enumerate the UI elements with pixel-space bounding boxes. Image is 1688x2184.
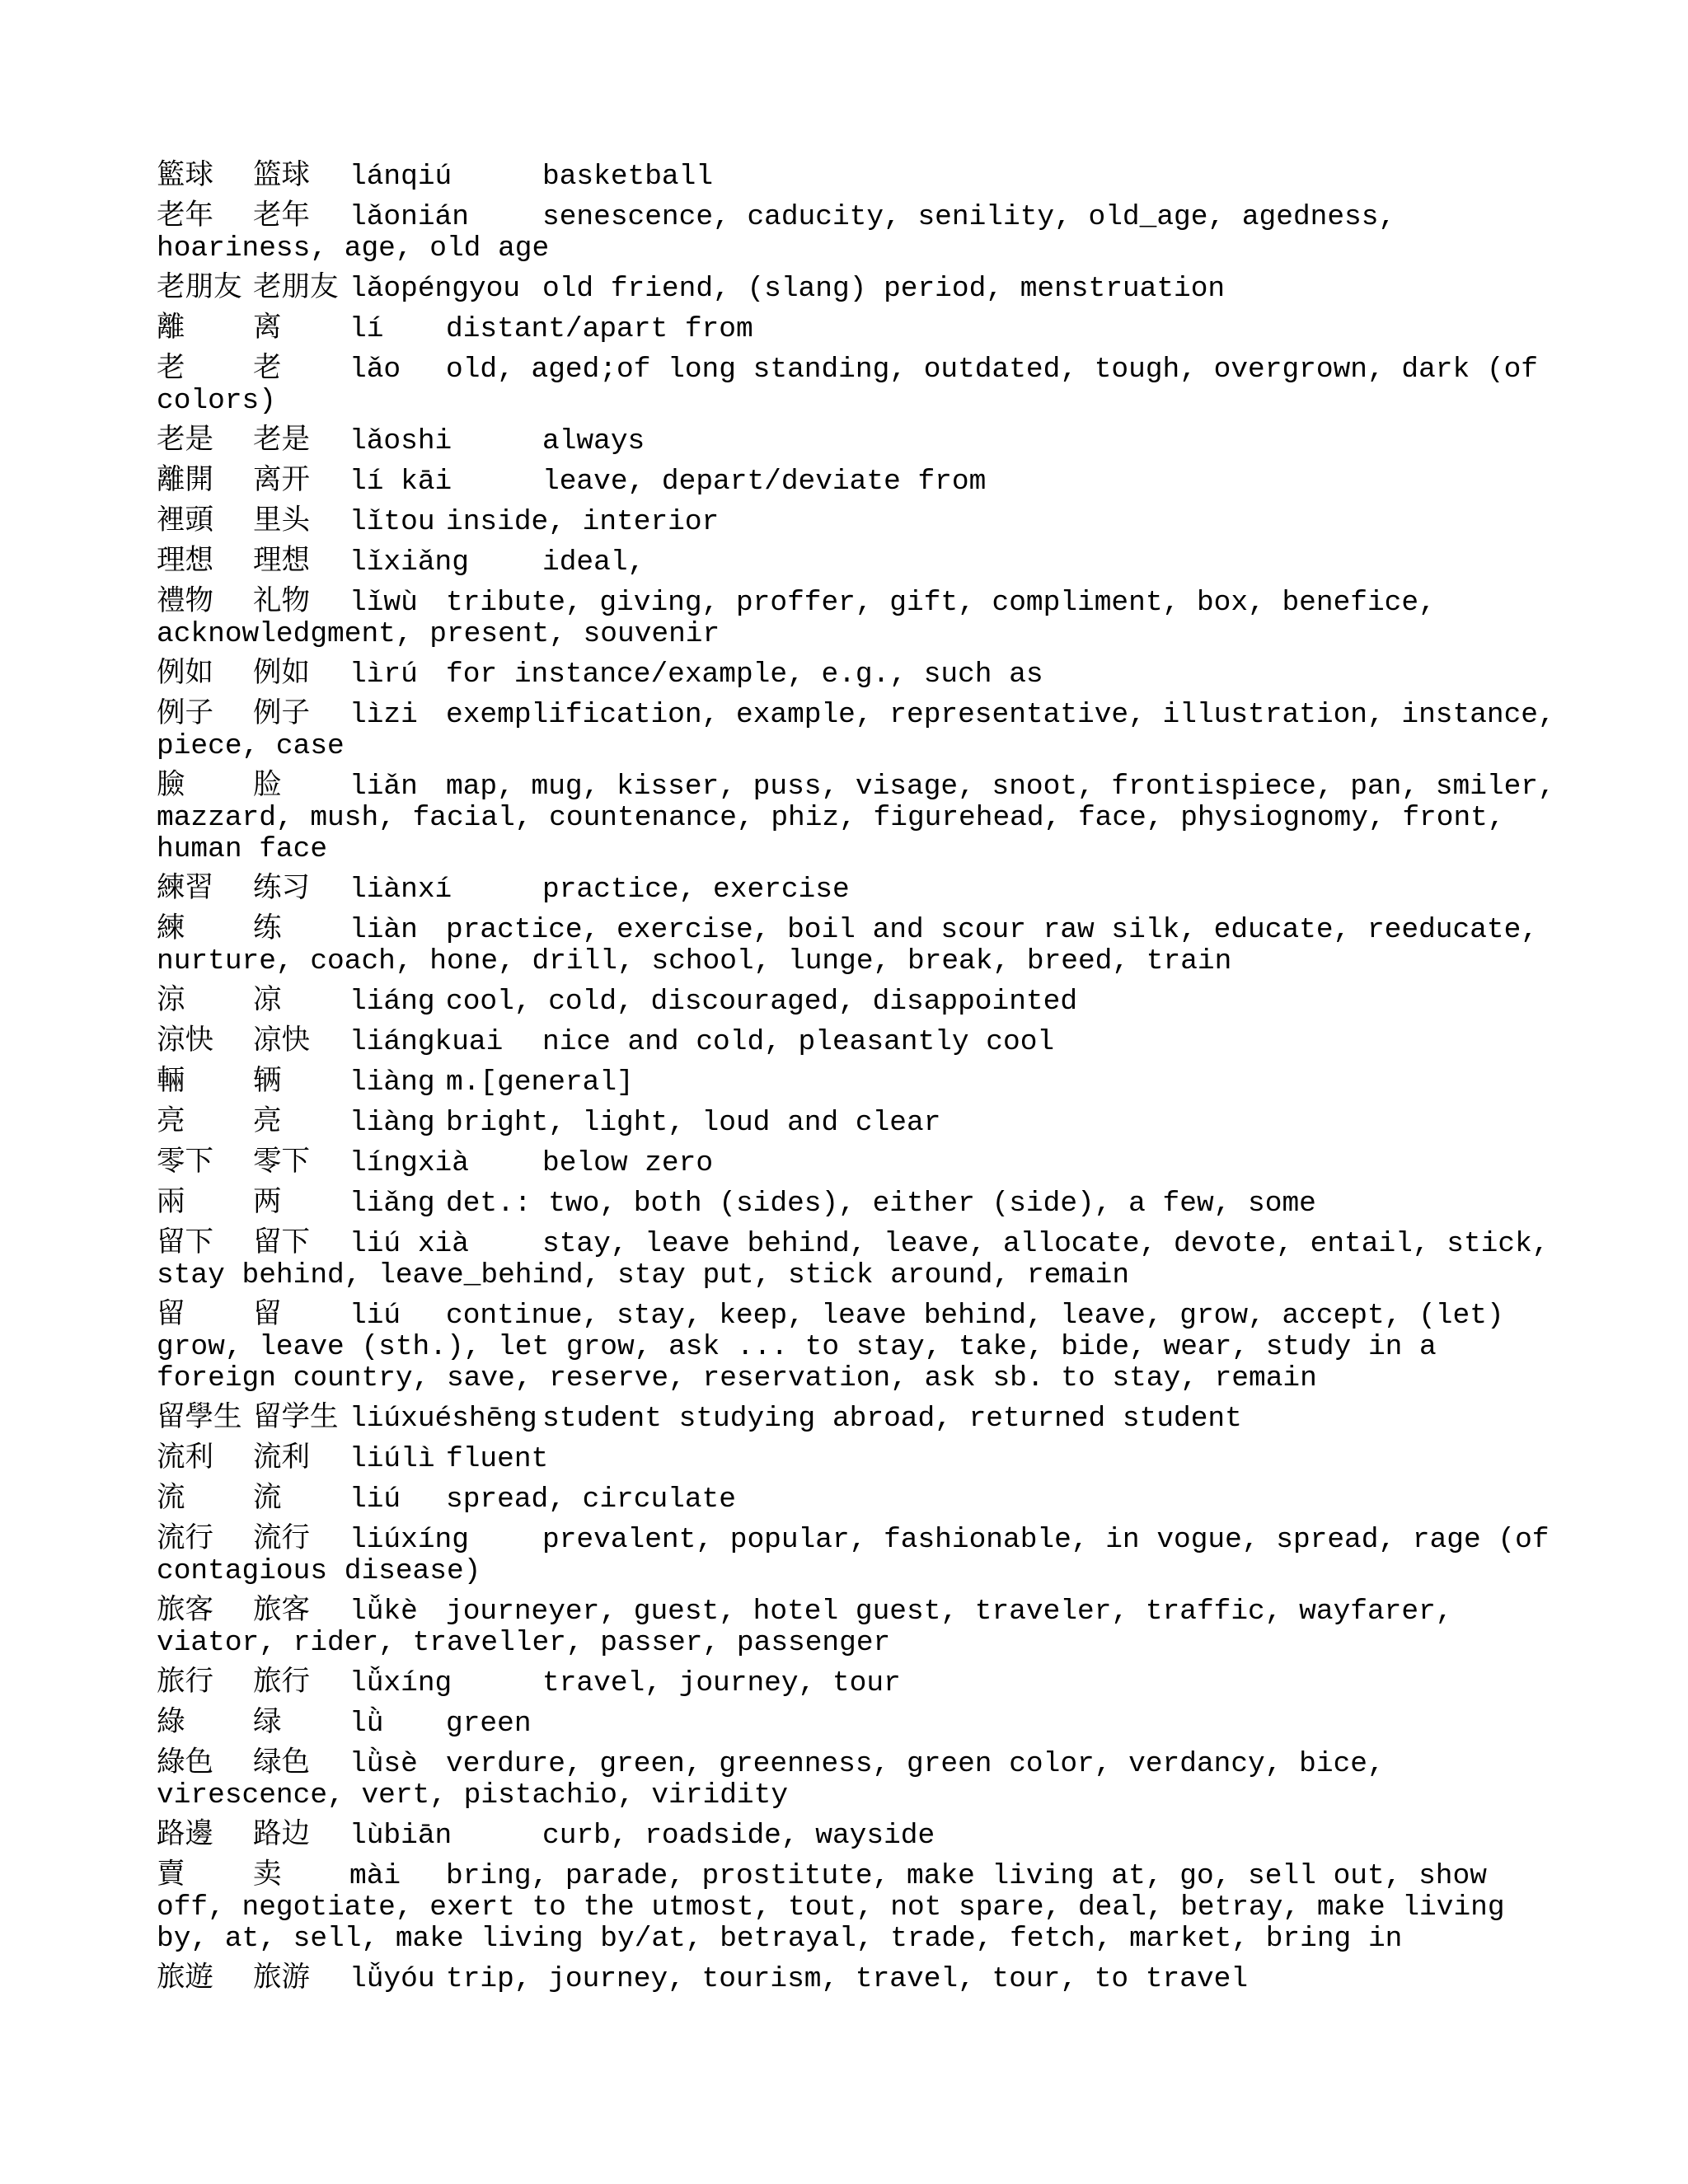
entry-definition: nice and cold, pleasantly cool [542, 1026, 1055, 1058]
vocab-entry [157, 1749, 1558, 1811]
entry-definition: m.[general] [446, 1066, 634, 1099]
entry-pinyin: liú [349, 1483, 401, 1516]
vocab-entry [157, 1027, 1558, 1058]
entry-simplified: 绿 [253, 1708, 282, 1740]
entry-definition: practice, exercise [542, 874, 850, 906]
entry-definition: fluent [446, 1443, 549, 1475]
entry-traditional: 零下 [157, 1147, 213, 1179]
entry-simplified: 理想 [253, 546, 310, 579]
entry-pinyin: lǚkè [349, 1596, 418, 1628]
entry-pinyin: liúxíng [349, 1524, 469, 1556]
entry-pinyin: lánqiú [349, 161, 452, 193]
entry-pinyin: liàn [349, 914, 418, 946]
vocab-entry [157, 162, 1558, 193]
entry-traditional: 綠 [157, 1708, 185, 1740]
entry-pinyin: mài [349, 1860, 401, 1892]
entry-pinyin: liáng [349, 986, 435, 1018]
entry-pinyin: lǐxiǎng [349, 546, 469, 579]
entry-traditional: 賣 [157, 1860, 185, 1892]
entry-pinyin: lǜsè [349, 1748, 418, 1780]
entry-simplified: 留 [253, 1300, 282, 1332]
entry-simplified: 脸 [253, 771, 282, 803]
entry-traditional: 留學生 [157, 1403, 242, 1435]
entry-definition: curb, roadside, wayside [542, 1820, 935, 1852]
entry-simplified: 练 [253, 914, 282, 946]
vocab-entry [157, 1861, 1558, 1955]
entry-definition: old friend, (slang) period, menstruation [542, 273, 1226, 305]
entry-simplified: 两 [253, 1188, 282, 1220]
entry-traditional: 流 [157, 1483, 185, 1516]
entry-traditional: 離開 [157, 466, 213, 498]
entry-definition: journeyer, guest, hotel guest, traveler, traffic, wayfarer, viator, rider, traveller, passer, passenger [157, 1596, 1470, 1659]
entry-simplified: 留下 [253, 1228, 310, 1260]
entry-pinyin: liǎn [349, 771, 418, 803]
vocab-entry [157, 1067, 1558, 1099]
vocab-entry [157, 426, 1558, 457]
entry-definition: bring, parade, prostitute, make living at, go, sell out, show off, negotiate, exert to the utmost, tout, not spare, deal, betray, make living by, at, sell, make living by/at, betrayal, trade, fetch, market, bring in [157, 1860, 1522, 1955]
entry-simplified: 旅客 [253, 1596, 310, 1628]
entry-traditional: 練 [157, 914, 185, 946]
entry-definition: verdure, green, greenness, green color, verdancy, bice, virescence, vert, pistachio, viridity [157, 1748, 1402, 1811]
entry-traditional: 老年 [157, 201, 213, 233]
entry-simplified: 老 [253, 354, 282, 386]
entry-traditional: 旅客 [157, 1596, 213, 1628]
entry-pinyin: liànxí [349, 874, 452, 906]
entry-definition: inside, interior [446, 506, 720, 538]
vocab-entry [157, 466, 1558, 498]
entry-pinyin: lǜ [349, 1708, 384, 1740]
entry-simplified: 凉快 [253, 1026, 310, 1058]
entry-simplified: 留学生 [253, 1403, 339, 1435]
vocab-entry [157, 1444, 1558, 1475]
entry-traditional: 亮 [157, 1107, 185, 1139]
entry-pinyin: liángkuai [349, 1026, 504, 1058]
entry-traditional: 老是 [157, 425, 213, 457]
vocab-entry [157, 771, 1573, 865]
entry-simplified: 亮 [253, 1107, 282, 1139]
entry-definition: basketball [542, 161, 714, 193]
vocab-entry [157, 1596, 1558, 1659]
entry-traditional: 理想 [157, 546, 213, 579]
entry-traditional: 禮物 [157, 587, 213, 619]
vocab-entry [157, 1821, 1558, 1852]
entry-pinyin: liǎng [349, 1188, 435, 1220]
entry-traditional: 留下 [157, 1228, 213, 1260]
vocab-entry [157, 507, 1558, 538]
entry-definition: exemplification, example, representative, illustration, instance, piece, case [157, 699, 1573, 762]
entry-traditional: 旅行 [157, 1667, 213, 1699]
entry-pinyin: liàng [349, 1066, 435, 1099]
vocab-entry [157, 915, 1558, 977]
entry-simplified: 老年 [253, 201, 310, 233]
entry-pinyin: liú [349, 1300, 401, 1332]
entry-traditional: 路邊 [157, 1820, 213, 1852]
entry-simplified: 篮球 [253, 161, 310, 193]
entry-definition: det.: two, both (sides), either (side), a few, some [446, 1188, 1316, 1220]
entry-simplified: 路边 [253, 1820, 310, 1852]
vocab-entry [157, 874, 1558, 906]
entry-traditional: 輛 [157, 1066, 185, 1099]
entry-traditional: 離 [157, 313, 185, 345]
entry-pinyin: liàng [349, 1107, 435, 1139]
entry-simplified: 老朋友 [253, 273, 339, 305]
entry-traditional: 裡頭 [157, 506, 213, 538]
entry-simplified: 绿色 [253, 1748, 310, 1780]
entry-definition: spread, circulate [446, 1483, 736, 1516]
entry-simplified: 老是 [253, 425, 310, 457]
vocab-entry [157, 202, 1558, 265]
entry-pinyin: liúlì [349, 1443, 435, 1475]
entry-traditional: 留 [157, 1300, 185, 1332]
entry-definition: leave, depart/deviate from [542, 466, 987, 498]
vocabulary-list [157, 161, 1573, 2004]
entry-simplified: 离 [253, 313, 282, 345]
entry-definition: stay, leave behind, leave, allocate, devote, entail, stick, stay behind, leave_behind, stay put, stick around, remain [157, 1228, 1567, 1291]
entry-simplified: 练习 [253, 874, 310, 906]
entry-traditional: 老 [157, 354, 185, 386]
vocab-entry [157, 987, 1558, 1018]
entry-traditional: 流利 [157, 1443, 213, 1475]
entry-definition: student studying abroad, returned student [542, 1403, 1242, 1435]
entry-pinyin: lìrú [349, 658, 418, 691]
entry-simplified: 旅行 [253, 1667, 310, 1699]
vocab-entry [157, 1484, 1558, 1516]
entry-definition: ideal, [542, 546, 645, 579]
entry-traditional: 練習 [157, 874, 213, 906]
entry-simplified: 流行 [253, 1524, 310, 1556]
entry-simplified: 例如 [253, 658, 310, 691]
vocab-entry [157, 1148, 1558, 1179]
entry-simplified: 卖 [253, 1860, 282, 1892]
entry-pinyin: lǎonián [349, 201, 469, 233]
vocab-entry [157, 1404, 1558, 1435]
entry-pinyin: lǚyóu [349, 1963, 435, 1995]
entry-pinyin: lǐtou [349, 506, 435, 538]
entry-pinyin: lí [349, 313, 384, 345]
entry-definition: cool, cold, discouraged, disappointed [446, 986, 1078, 1018]
entry-pinyin: lǎopéngyou [349, 273, 521, 305]
entry-definition: old, aged;of long standing, outdated, tough, overgrown, dark (of colors) [157, 354, 1555, 417]
vocab-entry [157, 659, 1558, 691]
entry-traditional: 籃球 [157, 161, 213, 193]
entry-simplified: 里头 [253, 506, 310, 538]
vocab-entry [157, 1524, 1567, 1587]
entry-pinyin: lǚxíng [349, 1667, 452, 1699]
entry-simplified: 礼物 [253, 587, 310, 619]
entry-traditional: 涼 [157, 986, 185, 1018]
entry-definition: green [446, 1708, 532, 1740]
entry-definition: travel, journey, tour [542, 1667, 901, 1699]
entry-definition: trip, journey, tourism, travel, tour, to travel [446, 1963, 1249, 1995]
vocab-entry [157, 274, 1558, 305]
entry-traditional: 兩 [157, 1188, 185, 1220]
vocab-entry [157, 588, 1558, 650]
vocab-entry [157, 354, 1558, 417]
entry-traditional: 流行 [157, 1524, 213, 1556]
entry-pinyin: liú xià [349, 1228, 469, 1260]
entry-traditional: 綠色 [157, 1748, 213, 1780]
entry-simplified: 零下 [253, 1147, 310, 1179]
entry-definition: below zero [542, 1147, 714, 1179]
entry-traditional: 老朋友 [157, 273, 242, 305]
vocab-entry [157, 699, 1573, 762]
entry-pinyin: lìzi [349, 699, 418, 731]
vocab-entry [157, 1708, 1558, 1740]
entry-pinyin: lùbiān [349, 1820, 452, 1852]
vocab-entry [157, 547, 1558, 579]
vocab-entry [157, 314, 1558, 345]
entry-pinyin: liúxuéshēng [349, 1403, 537, 1435]
entry-traditional: 例子 [157, 699, 213, 731]
entry-simplified: 例子 [253, 699, 310, 731]
entry-pinyin: língxià [349, 1147, 469, 1179]
entry-definition: bright, light, loud and clear [446, 1107, 941, 1139]
entry-definition: always [542, 425, 645, 457]
entry-definition: for instance/example, e.g., such as [446, 658, 1043, 691]
vocab-entry [157, 1964, 1558, 1995]
entry-traditional: 臉 [157, 771, 185, 803]
vocab-entry [157, 1668, 1558, 1699]
entry-simplified: 离开 [253, 466, 310, 498]
entry-definition: distant/apart from [446, 313, 753, 345]
entry-definition: practice, exercise, boil and scour raw silk, educate, reeducate, nurture, coach, hone, drill, school, lunge, break, breed, train [157, 914, 1555, 977]
entry-definition: continue, stay, keep, leave behind, leave, grow, accept, (let) grow, leave (sth.), let grow, ask ... to stay, take, bide, wear, study in a foreign country, save, reserve, reservation, ask sb. to stay, remain [157, 1300, 1522, 1394]
vocab-entry [157, 1301, 1558, 1394]
entry-simplified: 辆 [253, 1066, 282, 1099]
entry-pinyin: lǎoshi [349, 425, 452, 457]
entry-simplified: 凉 [253, 986, 282, 1018]
entry-definition: senescence, caducity, senility, old_age, agedness, hoariness, age, old age [157, 201, 1413, 265]
entry-pinyin: lǐwù [349, 587, 418, 619]
entry-pinyin: lí kāi [349, 466, 452, 498]
vocab-entry [157, 1228, 1567, 1291]
entry-definition: tribute, giving, proffer, gift, compliment, box, benefice, acknowledgment, present, souvenir [157, 587, 1453, 650]
entry-simplified: 流 [253, 1483, 282, 1516]
entry-simplified: 旅游 [253, 1963, 310, 1995]
vocab-entry [157, 1188, 1558, 1220]
entry-traditional: 旅遊 [157, 1963, 213, 1995]
vocab-entry [157, 1108, 1558, 1139]
entry-traditional: 例如 [157, 658, 213, 691]
entry-definition: map, mug, kisser, puss, visage, snoot, frontispiece, pan, smiler, mazzard, mush, facial, countenance, phiz, figurehead, face, physiognomy, front, human face [157, 771, 1573, 865]
entry-pinyin: lǎo [349, 354, 401, 386]
entry-simplified: 流利 [253, 1443, 310, 1475]
entry-traditional: 涼快 [157, 1026, 213, 1058]
entry-definition: prevalent, popular, fashionable, in vogue, spread, rage (of contagious disease) [157, 1524, 1567, 1587]
